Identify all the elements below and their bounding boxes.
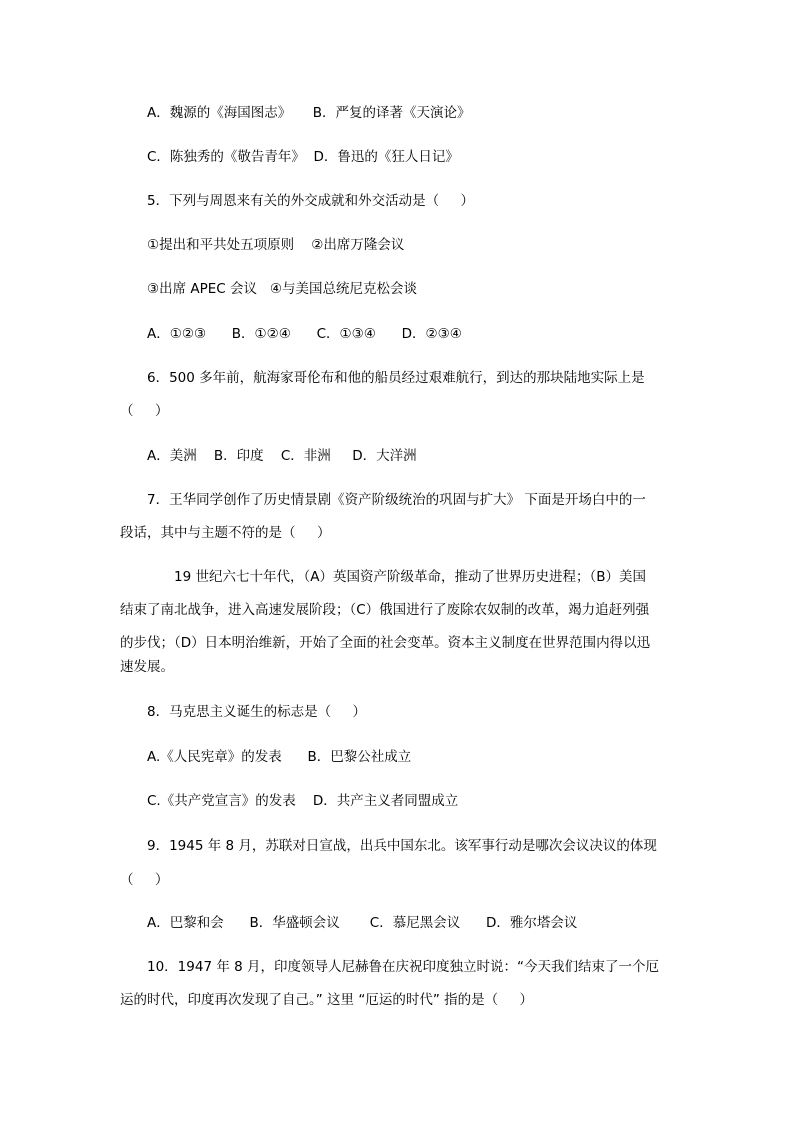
q10-stem-line-2: 运的时代，印度再次发现了自己。” 这里 “厄运的时代” 指的是（ ） (120, 992, 534, 1008)
q7-passage-line-2: 结束了南北战争，进入高速发展阶段；（C）俄国进行了废除农奴制的改革，竭力追赶列强 (120, 602, 650, 618)
q4-options-row-1: A．魏源的《海国图志》 B．严复的译著《天演论》 (147, 105, 471, 121)
q9-stem-line-2: （ ） (120, 872, 169, 888)
q9-options: A．巴黎和会 B．华盛顿会议 C．慕尼黑会议 D．雅尔塔会议 (147, 915, 578, 931)
q7-passage-line-3: 的步伐；（D）日本明治维新，开始了全面的社会变革。资本主义制度在世界范围内得以迅 (120, 635, 651, 651)
q4-options-row-2: C．陈独秀的《敬告青年》 D．鲁迅的《狂人日记》 (147, 149, 459, 165)
q7-passage-line-4: 速发展。 (120, 659, 174, 675)
q8-options-row-1: A.《人民宪章》的发表 B．巴黎公社成立 (147, 749, 412, 765)
q8-stem: 8．马克思主义诞生的标志是（ ） (147, 704, 367, 720)
q5-items-2: ③出席 APEC 会议 ④与美国总统尼克松会谈 (147, 281, 417, 297)
q5-items-1: ①提出和平共处五项原则 ②出席万隆会议 (147, 237, 405, 253)
q6-stem-line-1: 6．500 多年前，航海家哥伦布和他的船员经过艰难航行，到达的那块陆地实际上是 (147, 370, 645, 386)
q8-options-row-2: C.《共产党宣言》的发表 D．共产主义者同盟成立 (147, 793, 459, 809)
q6-stem-line-2: （ ） (120, 403, 169, 419)
q9-stem-line-1: 9．1945 年 8 月，苏联对日宣战，出兵中国东北。该军事行动是哪次会议决议的体现 (147, 838, 657, 854)
q5-stem: 5．下列与周恩来有关的外交成就和外交活动是（ ） (147, 193, 475, 209)
q7-stem-line-2: 段话，其中与主题不符的是（ ） (120, 525, 331, 541)
q6-options: A．美洲 B．印度 C．非洲 D．大洋洲 (147, 448, 417, 464)
q7-stem-line-1: 7．王华同学创作了历史情景剧《资产阶级统治的巩固与扩大》 下面是开场白中的一 (147, 492, 646, 508)
q5-options: A．①②③ B．①②④ C．①③④ D．②③④ (147, 326, 462, 342)
q10-stem-line-1: 10．1947 年 8 月，印度领导人尼赫鲁在庆祝印度独立时说：“今天我们结束了一个厄 (147, 959, 659, 975)
q7-passage-line-1: 19 世纪六七十年代，（A）英国资产阶级革命，推动了世界历史进程；（B）美国 (174, 569, 646, 585)
